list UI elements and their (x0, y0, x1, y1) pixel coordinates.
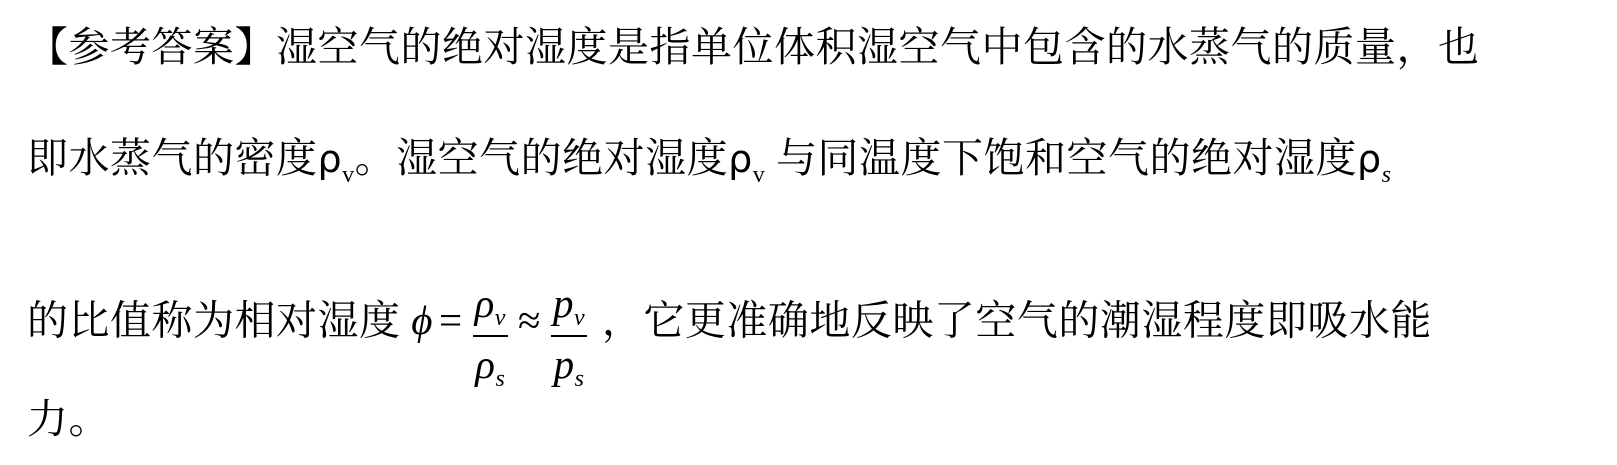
rho-symbol-2: ρ (728, 137, 753, 181)
denominator-rho-sub: s (495, 366, 506, 392)
line-2-text-b: 。湿空气的绝对湿度 (354, 135, 729, 181)
line-3-text-a: 的比值称为相对湿度 (27, 297, 401, 344)
subscript-v-2: v (752, 162, 766, 188)
rho-symbol: ρ (317, 137, 343, 181)
fraction-bar-2 (551, 335, 587, 337)
denominator-rho: ρ (475, 341, 496, 387)
answer-line-4-text: 力。 (27, 396, 110, 442)
denominator-p-sub: s (574, 366, 585, 392)
numerator-p-sub: v (573, 305, 586, 331)
fraction-bar (473, 335, 508, 337)
fraction-p-denominator (551, 341, 587, 394)
fraction-p (551, 280, 587, 394)
equals-sign: = (438, 297, 463, 344)
denominator-p: p (553, 341, 575, 387)
line-3-text-b: ，它更准确地反映了空气的潮湿程度即吸水能 (601, 297, 1432, 344)
answer-line-1-text: 【参考答案】湿空气的绝对湿度是指单位体积湿空气中包含的水蒸气的质量，也 (27, 24, 1480, 70)
numerator-p: p (552, 280, 574, 326)
rho-symbol-3: ρ (1357, 137, 1382, 181)
phi-symbol: ϕ (411, 297, 433, 344)
subscript-s: s (1381, 162, 1392, 188)
answer-line-4 (27, 394, 110, 444)
fraction-rho (473, 280, 508, 394)
fraction-rho-numerator (473, 280, 508, 333)
numerator-rho-sub: v (494, 305, 506, 331)
line-2-text-a: 即水蒸气的密度 (27, 135, 318, 181)
answer-line-1 (27, 22, 1480, 72)
answer-line-2 (27, 133, 1391, 190)
fraction-rho-denominator (473, 341, 508, 394)
subscript-v: v (342, 162, 355, 188)
approx-sign: ≈ (517, 297, 541, 344)
line-2-text-c: 与同温度下饱和空气的绝对湿度 (765, 135, 1357, 181)
relative-humidity-formula (411, 280, 602, 392)
numerator-rho: ρ (474, 280, 495, 326)
answer-line-3 (27, 268, 1432, 392)
fraction-p-numerator (551, 280, 587, 333)
